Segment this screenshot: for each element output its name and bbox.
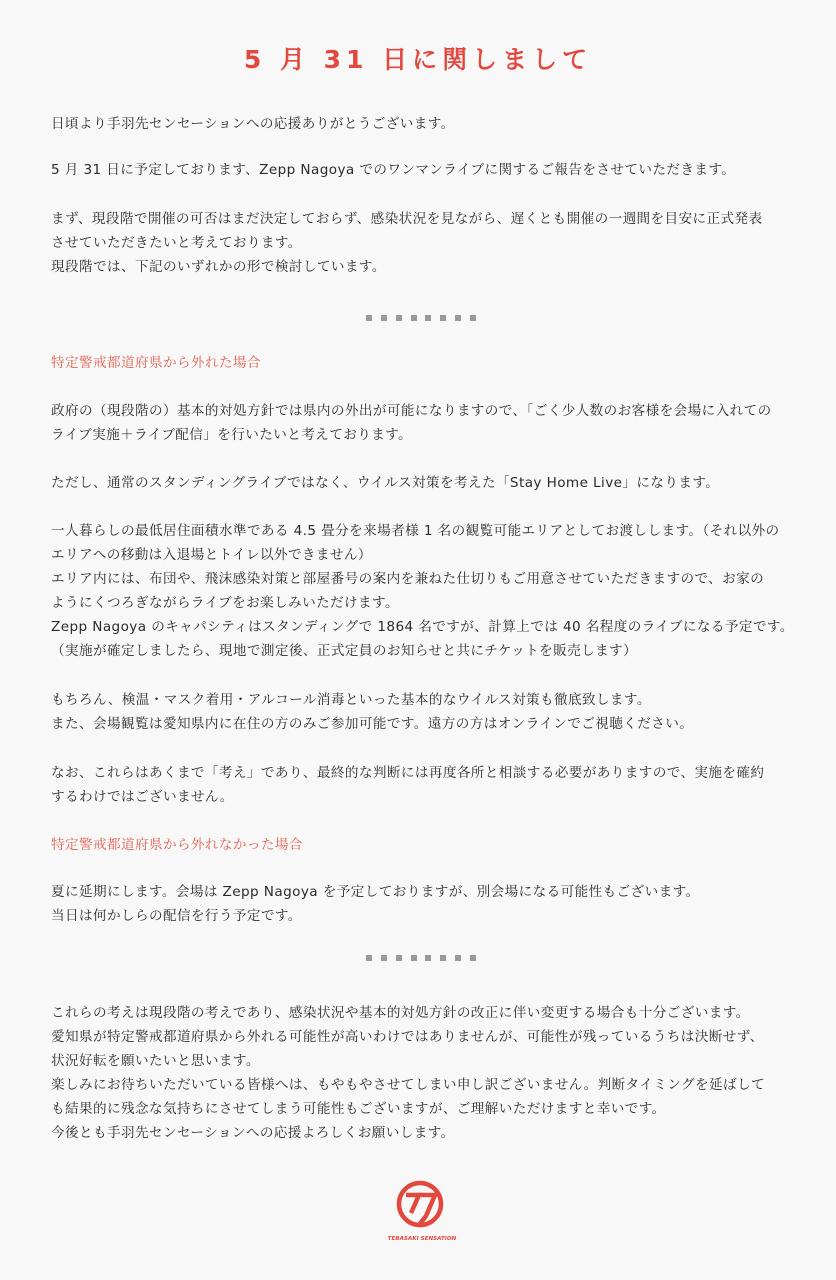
case1-line: また、会場観覧は愛知県内に在住の方のみご参加可能です。遠方の方はオンラインでご視聴ください。	[51, 716, 694, 732]
separator-dots	[366, 955, 476, 961]
case1-line: 政府の（現段階の）基本的対処方針では県内の外出が可能になりますので、「ごく少人数のお客様を会場に入れての	[51, 403, 772, 419]
greeting-paragraph	[51, 112, 791, 136]
separator-dot	[425, 315, 431, 321]
case1-paragraph-4	[51, 688, 791, 736]
closing-line: これらの考えは現段階の考えであり、感染状況や基本的対処方針の改正に伴い変更する場合も十分ございます。	[51, 1005, 750, 1021]
case2-line: 夏に延期にします。会場は Zepp Nagoya を予定しておりますが、別会場になる可能性もございます。	[51, 884, 700, 900]
closing-line: 楽しみにお待ちいただいている皆様へは、もやもやさせてしまい申し訳ございません。判断タイミングを延ばして	[51, 1077, 765, 1093]
status-paragraph	[51, 207, 791, 279]
logo-text: TEBASAKI SENSATION	[387, 1236, 457, 1242]
separator-dot	[381, 955, 387, 961]
report-line: 5 月 31 日に予定しております、Zepp Nagoya でのワンマンライブに関するご報告をさせていただきます。	[51, 162, 736, 178]
case1-line: ようにくつろぎながらライブをお楽しみいただけます。	[51, 595, 399, 611]
case1-paragraph-2	[51, 471, 791, 495]
case1-line: するわけではございません。	[51, 789, 234, 805]
closing-line: も結果的に残念な気持ちにさせてしまう可能性もございますが、ご理解いただけますと幸いです。	[51, 1101, 666, 1117]
case1-paragraph-5	[51, 761, 791, 809]
separator-dot	[470, 955, 476, 961]
tebasaki-sensation-logo-icon	[386, 1178, 458, 1244]
separator-dot	[455, 315, 461, 321]
separator-dot	[366, 315, 372, 321]
closing-line: 愛知県が特定警戒都道府県から外れる可能性が高いわけではありませんが、可能性が残っているうちは決断せず、	[51, 1029, 764, 1045]
separator-dot	[470, 315, 476, 321]
separator-dot	[411, 315, 417, 321]
case1-line: Zepp Nagoya のキャパシティはスタンディングで 1864 名ですが、計算上では 40 名程度のライブになる予定です。	[51, 619, 794, 635]
separator-dots	[366, 315, 476, 321]
case1-line: エリアへの移動は入退場とトイレ以外できません）	[51, 547, 372, 563]
case1-line: ただし、通常のスタンディングライブではなく、ウイルス対策を考えた「Stay Home Live」になります。	[51, 475, 720, 491]
separator-dot	[455, 955, 461, 961]
closing-line: 状況好転を願いたいと思います。	[51, 1053, 260, 1069]
separator-dot	[396, 315, 402, 321]
case1-paragraph-3	[51, 519, 794, 663]
separator-dot	[425, 955, 431, 961]
case1-line: もちろん、検温・マスク着用・アルコール消毒といった基本的なウイルス対策も徹底致します。	[51, 692, 651, 708]
case1-line: なお、これらはあくまで「考え」であり、最終的な判断には再度各所と相談する必要がありますので、実施を確約	[51, 765, 765, 781]
closing-paragraph	[51, 1001, 791, 1145]
case1-line: （実施が確定しましたら、現地で測定後、正式定員のお知らせと共にチケットを販売します）	[51, 643, 638, 659]
status-line: 現段階では、下記のいずれかの形で検討しています。	[51, 259, 386, 275]
page-title: 5 月 31 日に関しまして	[243, 45, 593, 74]
separator-dot	[381, 315, 387, 321]
separator-dot	[411, 955, 417, 961]
separator-dot	[440, 315, 446, 321]
case2-paragraph-1	[51, 880, 791, 928]
report-paragraph	[51, 158, 791, 182]
case2-line: 当日は何かしらの配信を行う予定です。	[51, 908, 302, 924]
status-line: まず、現段階で開催の可否はまだ決定しておらず、感染状況を見ながら、遅くとも開催の一週間を目安に正式発表	[51, 211, 763, 227]
separator-dot	[440, 955, 446, 961]
case1-paragraph-1	[51, 399, 791, 447]
case1-heading: 特定警戒都道府県から外れた場合	[51, 355, 261, 371]
separator-dot	[366, 955, 372, 961]
status-line: させていただきたいと考えております。	[51, 235, 302, 251]
case1-line: ライブ実施＋ライブ配信」を行いたいと考えております。	[51, 427, 413, 443]
case1-line: エリア内には、布団や、飛沫感染対策と部屋番号の案内を兼ねた仕切りもご用意させていただきますので、お家の	[51, 571, 765, 587]
case1-line: 一人暮らしの最低居住面積水準である 4.5 畳分を来場者様 1 名の観覧可能エリアとしてお渡しします。（それ以外の	[51, 523, 780, 539]
separator-dot	[396, 955, 402, 961]
greeting-line: 日頃より手羽先センセーションへの応援ありがとうございます。	[51, 116, 455, 132]
case2-heading: 特定警戒都道府県から外れなかった場合	[51, 837, 303, 853]
closing-line: 今後とも手羽先センセーションへの応援よろしくお願いします。	[51, 1125, 455, 1141]
